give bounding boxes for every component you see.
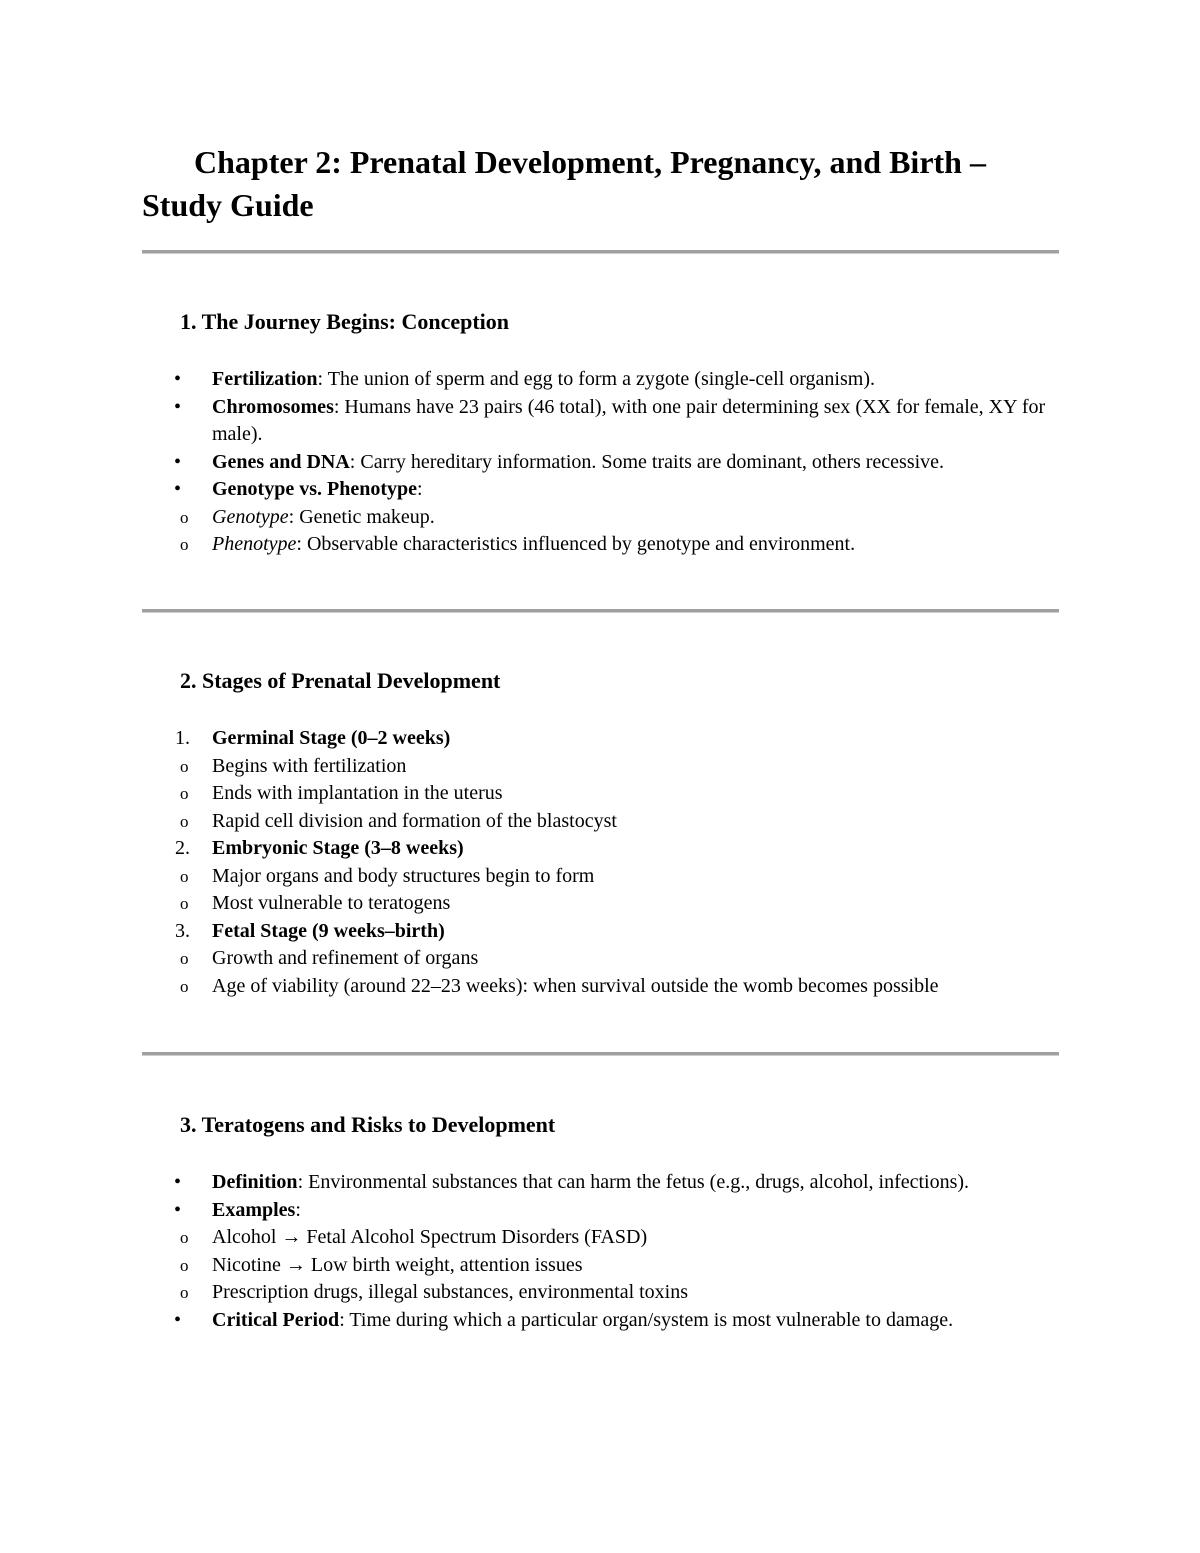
sub-text: Alcohol → Fetal Alcohol Spectrum Disorders (FASD)	[212, 1226, 648, 1248]
term: Fertilization	[212, 368, 318, 390]
stage-name: Germinal Stage (0–2 weeks)	[212, 727, 451, 749]
definition: : Carry hereditary information. Some traits are dominant, others recessive.	[349, 450, 945, 473]
list-item	[175, 918, 1072, 946]
sub-text: Major organs and body structures begin to form	[212, 864, 595, 887]
sub-list-item	[142, 1252, 1072, 1280]
section-heading-stages: 2. Stages of Prenatal Development	[180, 668, 501, 693]
term: Examples	[212, 1198, 296, 1221]
horizontal-rule	[142, 609, 1059, 613]
list-item	[174, 449, 1072, 477]
term: Definition	[212, 1171, 298, 1193]
sub-marker: o	[180, 949, 189, 968]
number-marker: 1.	[175, 727, 190, 749]
sub-text: Rapid cell division and formation of the blastocyst	[212, 809, 617, 832]
sub-list-item	[142, 808, 1072, 836]
sub-text: Ends with implantation in the uterus	[212, 782, 503, 804]
sub-list-item	[142, 1224, 1072, 1252]
definition: : Humans have 23 pairs (46 total), with one pair determining sex (XX for female, XY for male).	[212, 395, 1046, 445]
term: Phenotype	[212, 533, 297, 555]
sub-text: Nicotine → Low birth weight, attention issues	[212, 1253, 583, 1276]
page-title: Chapter 2: Prenatal Development, Pregnancy, and Birth – Study Guide	[142, 144, 986, 223]
list-item	[175, 835, 1072, 863]
sub-marker: o	[180, 756, 189, 776]
sub-text: Age of viability (around 22–23 weeks): when survival outside the womb becomes possible	[212, 974, 939, 997]
sub-text: Begins with fertilization	[212, 754, 407, 777]
term: Chromosomes	[212, 395, 334, 418]
term: Critical Period	[212, 1308, 340, 1331]
definition: : Observable characteristics influenced by genotype and environment.	[296, 533, 856, 555]
section-heading-teratogens: 3. Teratogens and Risks to Development	[180, 1112, 556, 1137]
bullet-marker: •	[174, 1198, 182, 1221]
list-item	[174, 394, 1072, 449]
number-marker: 2.	[175, 837, 190, 859]
bullet-marker: •	[174, 395, 182, 418]
sub-list-item	[142, 1279, 1072, 1307]
list-item	[174, 1197, 1072, 1225]
stage-name: Fetal Stage (9 weeks–birth)	[212, 919, 445, 942]
bullet-marker: •	[174, 478, 182, 500]
list-item	[174, 476, 1072, 504]
sub-marker: o	[180, 784, 189, 803]
definition: : The union of sperm and egg to form a zygote (single-cell organism).	[317, 368, 875, 390]
sub-marker: o	[180, 1228, 189, 1247]
definition: :	[295, 1198, 301, 1221]
sub-marker: o	[180, 811, 189, 831]
term: Genotype	[212, 505, 289, 528]
sub-list-item	[142, 753, 1072, 781]
sub-text: Most vulnerable to teratogens	[212, 892, 451, 914]
sub-marker: o	[180, 507, 189, 527]
sub-list-item	[142, 780, 1072, 808]
stages-list	[175, 725, 1072, 1000]
list-item	[175, 725, 1072, 753]
teratogens-list	[174, 1169, 1072, 1334]
section-heading-conception: 1. The Journey Begins: Conception	[180, 309, 510, 334]
sub-list-item	[142, 863, 1072, 891]
sub-text: Prescription drugs, illegal substances, environmental toxins	[212, 1281, 689, 1303]
sub-list-item	[142, 890, 1072, 918]
sub-marker: o	[180, 866, 189, 886]
term: Genes and DNA	[212, 450, 350, 473]
definition: : Environmental substances that can harm the fetus (e.g., drugs, alcohol, infections).	[297, 1171, 970, 1193]
horizontal-rule	[142, 1052, 1059, 1056]
definition: :	[417, 478, 423, 500]
bullet-marker: •	[174, 368, 182, 390]
list-item	[174, 1307, 1072, 1335]
bullet-marker: •	[174, 450, 182, 473]
sub-marker: o	[180, 894, 189, 913]
sub-marker: o	[180, 1255, 189, 1275]
sub-text: Growth and refinement of organs	[212, 947, 479, 969]
definition: : Time during which a particular organ/system is most vulnerable to damage.	[339, 1308, 954, 1331]
sub-list-item	[142, 504, 1072, 532]
sub-marker: o	[180, 1283, 189, 1302]
stage-name: Embryonic Stage (3–8 weeks)	[212, 837, 464, 859]
sub-list-item	[142, 973, 1072, 1001]
list-item	[174, 366, 1072, 394]
list-item	[174, 1169, 1072, 1197]
bullet-marker: •	[174, 1308, 182, 1331]
horizontal-rule	[142, 250, 1059, 254]
bullet-marker: •	[174, 1171, 182, 1193]
definition: : Genetic makeup.	[288, 505, 435, 528]
conception-list	[174, 366, 1072, 559]
number-marker: 3.	[175, 919, 190, 942]
sub-marker: o	[180, 976, 189, 996]
sub-marker: o	[180, 535, 189, 554]
term: Genotype vs. Phenotype	[212, 478, 417, 500]
sub-list-item	[142, 945, 1072, 973]
sub-list-item	[142, 531, 1072, 559]
